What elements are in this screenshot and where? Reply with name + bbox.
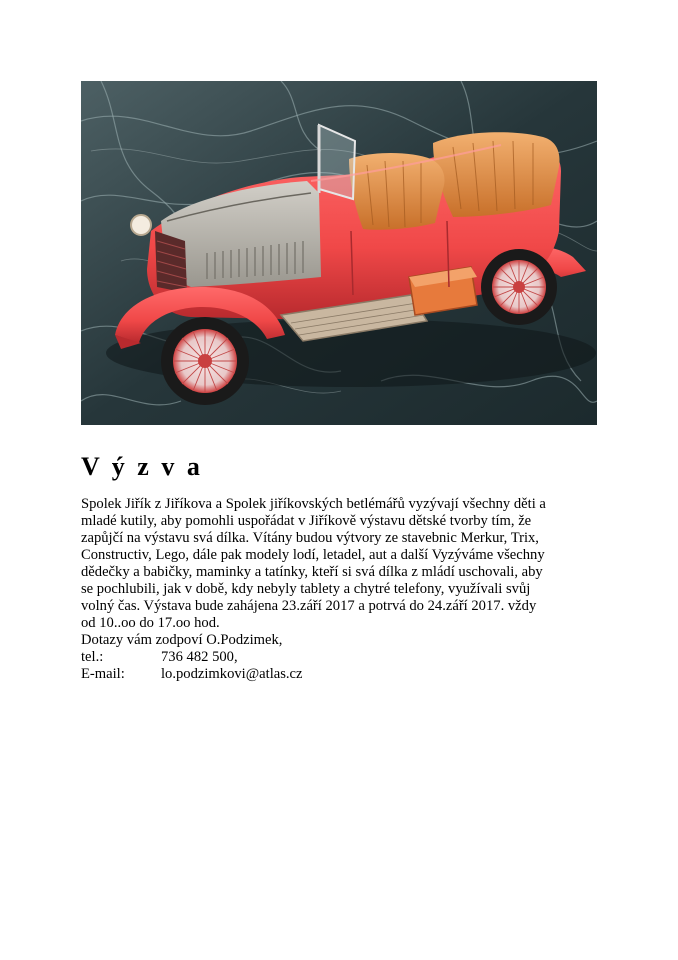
announcement-body xyxy=(81,496,611,683)
page-heading: V ý z v a xyxy=(81,452,203,481)
contact-intro: Dotazy vám zodpoví O.Podzimek, xyxy=(81,632,283,648)
contact-block xyxy=(81,632,611,683)
text-line: dědečky a babičky, maminky a tatínky, kteří si svá dílka z mládí uschovali, aby xyxy=(81,564,543,580)
front-seat xyxy=(349,153,445,230)
text-line: mladé kutily, aby pomohli uspořádat v Jiříkově výstavu dětské tvorby tím, že xyxy=(81,513,532,529)
announcement-paragraph xyxy=(81,496,611,632)
car-model-image xyxy=(81,81,597,425)
headlamp xyxy=(131,215,151,235)
text-line: se pochlubili, jak v době, kdy nebyly tablety a chytré telefony, využívali svůj xyxy=(81,581,531,597)
email-label: E-mail: xyxy=(81,666,125,682)
car-model-photo xyxy=(81,81,597,425)
email-value: lo.podzimkovi@atlas.cz xyxy=(161,666,303,682)
email-row xyxy=(81,666,611,683)
rear-wheel xyxy=(481,249,557,325)
text-line: volný čas. Výstava bude zahájena 23.září 2017 a potrvá do 24.září 2017. vždy xyxy=(81,598,537,614)
phone-value: 736 482 500, xyxy=(161,649,238,665)
phone-label: tel.: xyxy=(81,649,104,665)
phone-row xyxy=(81,649,611,666)
text-line: Constructiv, Lego, dále pak modely lodí, letadel, aut a další Vyzýváme všechny xyxy=(81,547,545,563)
text-line: od 10..oo do 17.oo hod. xyxy=(81,615,220,631)
front-wheel xyxy=(161,317,249,405)
text-line: zapůjčí na výstavu svá dílka. Vítány budou výtvory ze stavebnic Merkur, Trix, xyxy=(81,530,539,546)
text-line: Spolek Jiřík z Jiříkova a Spolek jiříkovských betlémářů vyzývají všechny děti a xyxy=(81,496,546,512)
